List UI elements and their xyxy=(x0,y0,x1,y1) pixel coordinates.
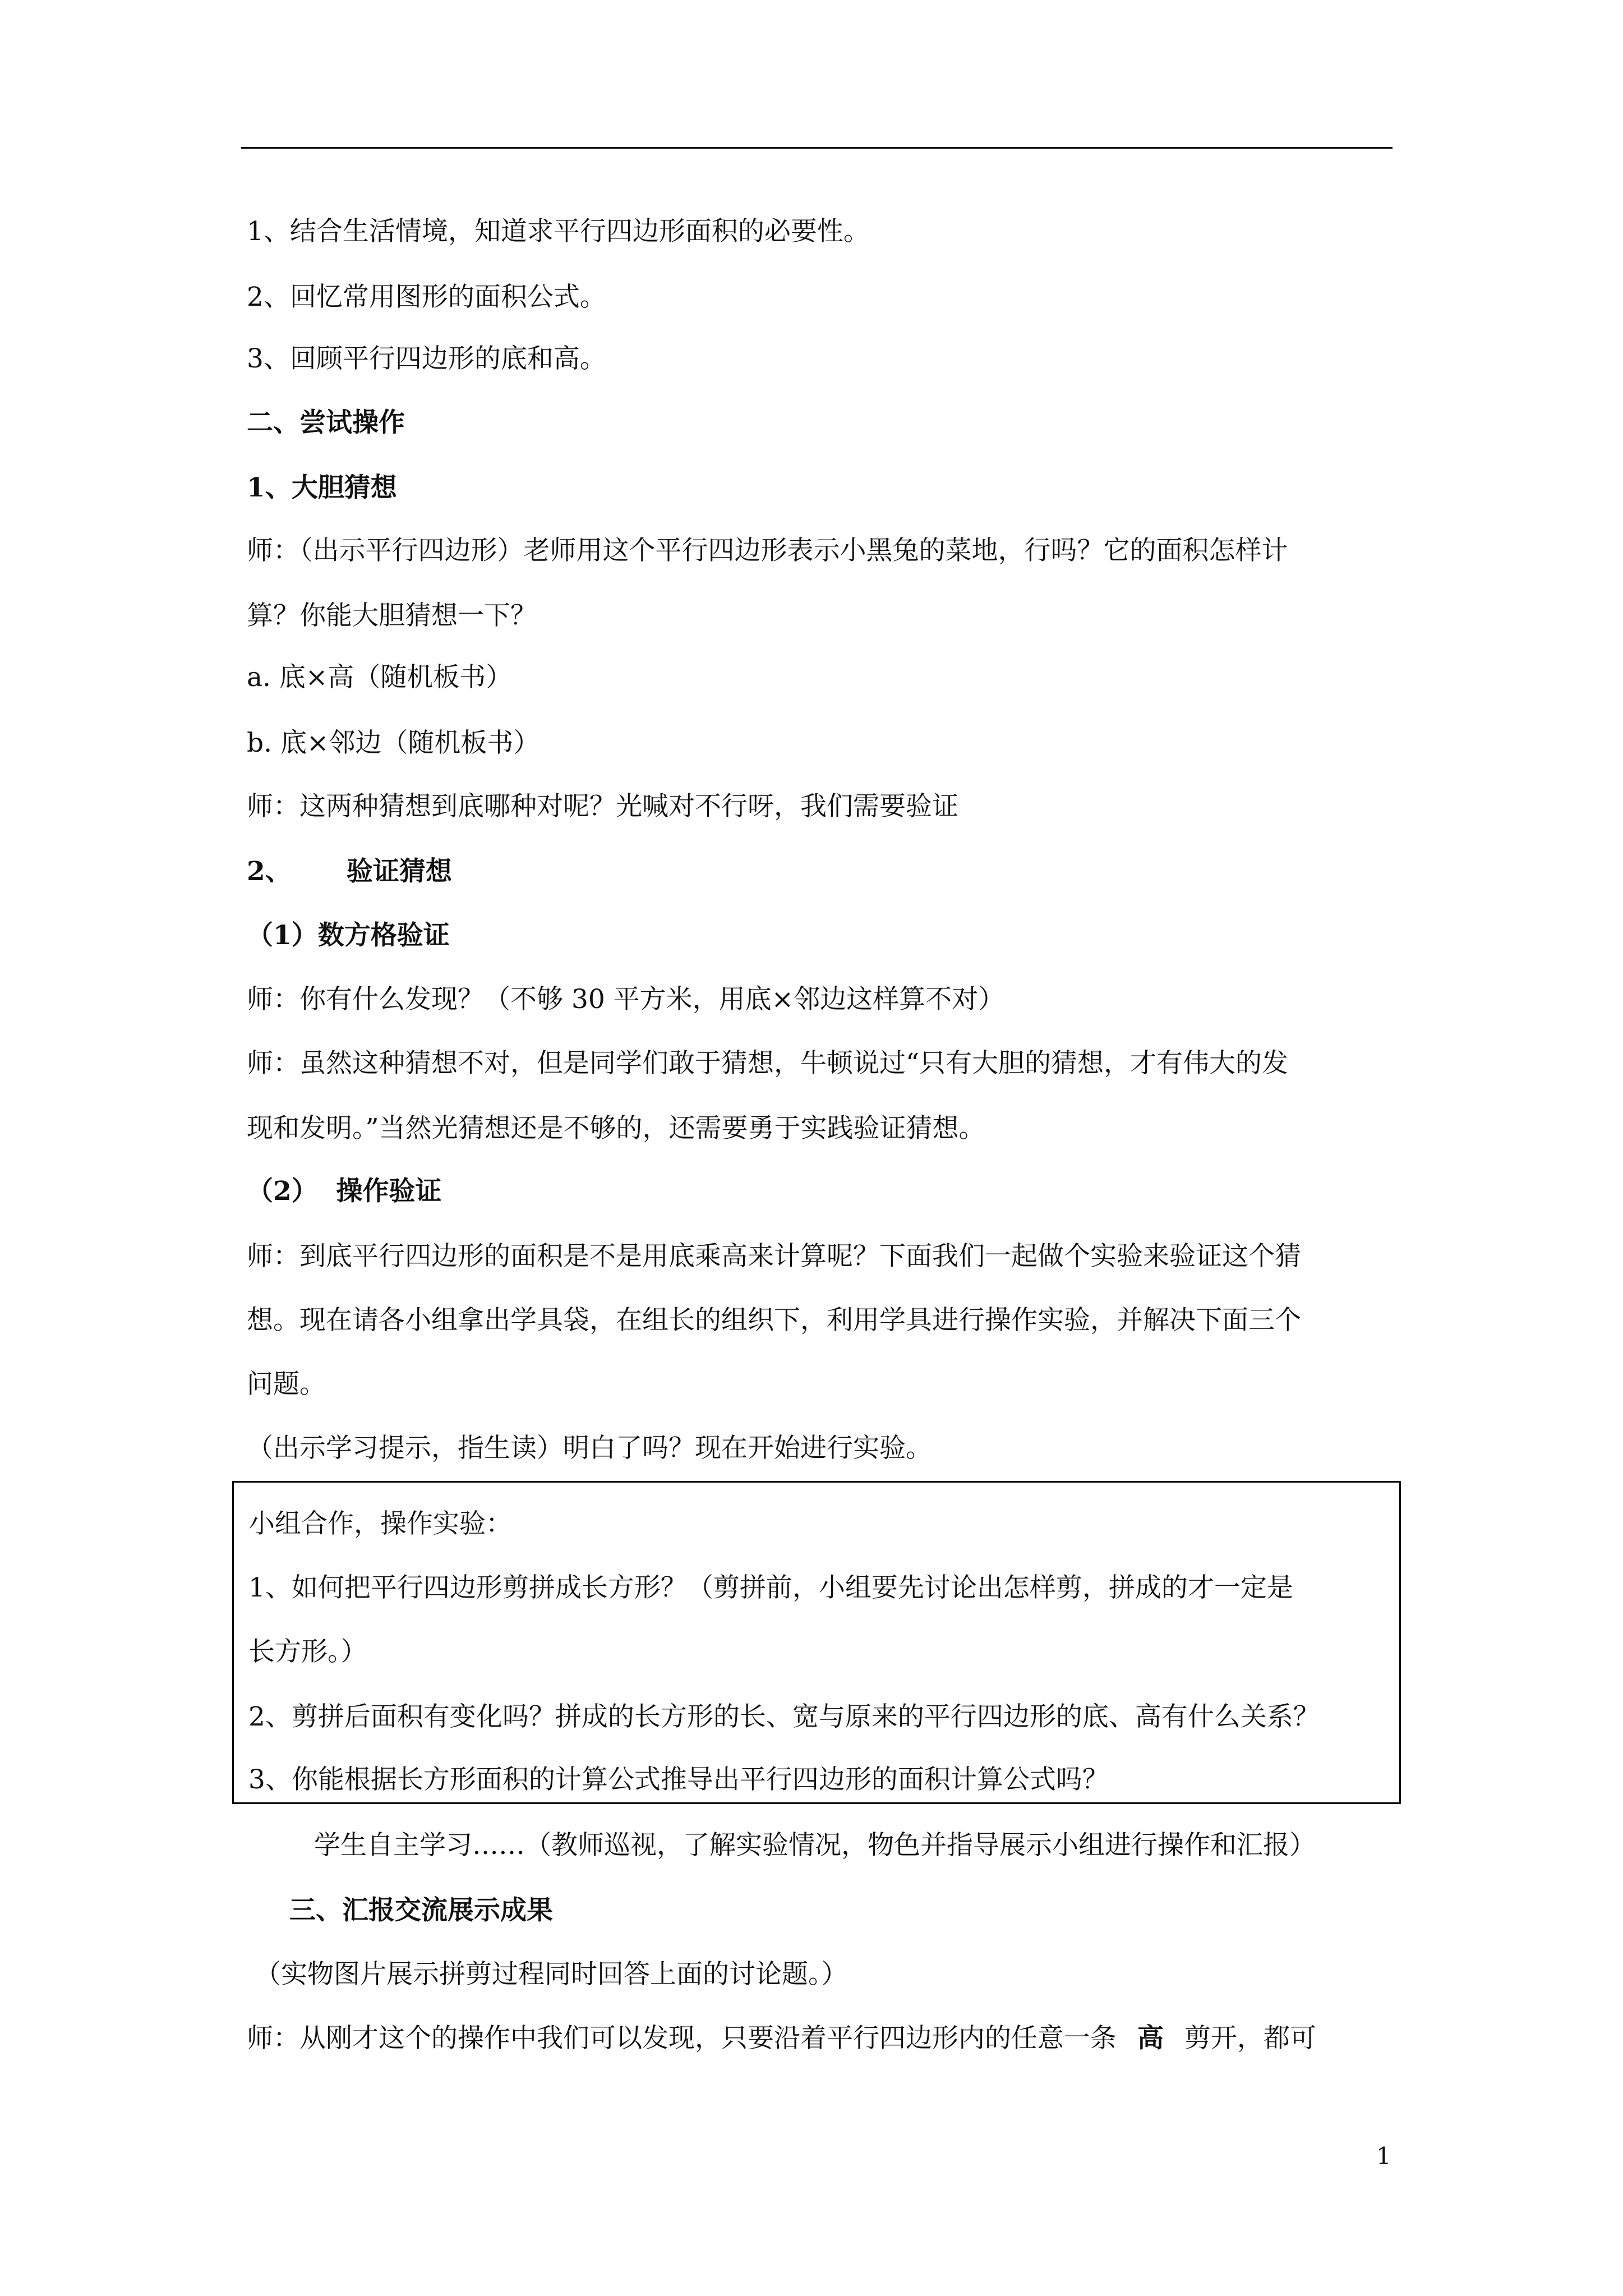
emphasis-text: 高 xyxy=(1137,2023,1164,2054)
paragraph-line: （实物图片展示拼剪过程同时回答上面的讨论题。） xyxy=(255,1959,848,1990)
list-item: a. 底×高（随机板书） xyxy=(247,662,513,693)
task-item: 3、你能根据长方形面积的计算公式推导出平行四边形的面积计算公式吗？ xyxy=(248,1764,1109,1795)
paragraph-line: 想。现在请各小组拿出学具袋，在组长的组织下，利用学具进行操作实验，并解决下面三个 xyxy=(247,1305,1301,1336)
paragraph-line: 学生自主学习……（教师巡视，了解实验情况，物色并指导展示小组进行操作和汇报） xyxy=(314,1830,1316,1861)
paragraph-line: 师：你有什么发现？（不够 30 平方米，用底×邻边这样算不对） xyxy=(247,984,1005,1015)
subsection-heading: （1）数方格验证 xyxy=(247,920,450,951)
task-item: 1、如何把平行四边形剪拼成长方形？（剪拼前，小组要先讨论出怎样剪，拼成的才一定是 xyxy=(248,1572,1293,1603)
paragraph-text: 剪开，都可 xyxy=(1184,2023,1316,2054)
paragraph-line: 现和发明。”当然光猜想还是不够的，还需要勇于实践验证猜想。 xyxy=(247,1113,985,1144)
subsection-heading: 1、大胆猜想 xyxy=(247,472,397,503)
paragraph-line: 师：（出示平行四边形）老师用这个平行四边形表示小黑兔的菜地，行吗？它的面积怎样计 xyxy=(247,535,1288,566)
paragraph-line: 师：到底平行四边形的面积是不是用底乘高来计算呢？下面我们一起做个实验来验证这个猜 xyxy=(247,1241,1301,1272)
list-item: b. 底×邻边（随机板书） xyxy=(247,728,540,758)
header-rule xyxy=(241,147,1393,149)
paragraph-line: 师：这两种猜想到底哪种对呢？光喊对不行呀，我们需要验证 xyxy=(247,791,958,822)
list-item: 3、回顾平行四边形的底和高。 xyxy=(247,343,606,374)
task-item: 2、剪拼后面积有变化吗？拼成的长方形的长、宽与原来的平行四边形的底、高有什么关系？ xyxy=(248,1701,1320,1732)
task-item: 长方形。） xyxy=(248,1636,367,1667)
list-item: 2、回忆常用图形的面积公式。 xyxy=(247,282,606,312)
paragraph-line: 师：虽然这种猜想不对，但是同学们敢于猜想，牛顿说过“只有大胆的猜想，才有伟大的发 xyxy=(247,1048,1289,1079)
page-number: 1 xyxy=(1376,2142,1391,2170)
section-heading: 二、尝试操作 xyxy=(247,407,405,438)
paragraph-line xyxy=(247,2022,1316,2055)
paragraph-text: 师：从刚才这个的操作中我们可以发现，只要沿着平行四边形内的任意一条 xyxy=(247,2023,1117,2054)
paragraph-line: 算？你能大胆猜想一下？ xyxy=(247,600,537,631)
paragraph-line: 问题。 xyxy=(247,1369,326,1400)
task-box-title: 小组合作，操作实验： xyxy=(248,1508,512,1539)
paragraph-line: （出示学习提示，指生读）明白了吗？现在开始进行实验。 xyxy=(247,1433,932,1464)
section-heading: 三、汇报交流展示成果 xyxy=(289,1895,553,1926)
subsection-heading: （2） 操作验证 xyxy=(247,1176,442,1207)
subsection-heading: 2、 验证猜想 xyxy=(247,856,452,887)
task-box xyxy=(232,1481,1401,1804)
list-item: 1、结合生活情境，知道求平行四边形面积的必要性。 xyxy=(247,216,870,247)
